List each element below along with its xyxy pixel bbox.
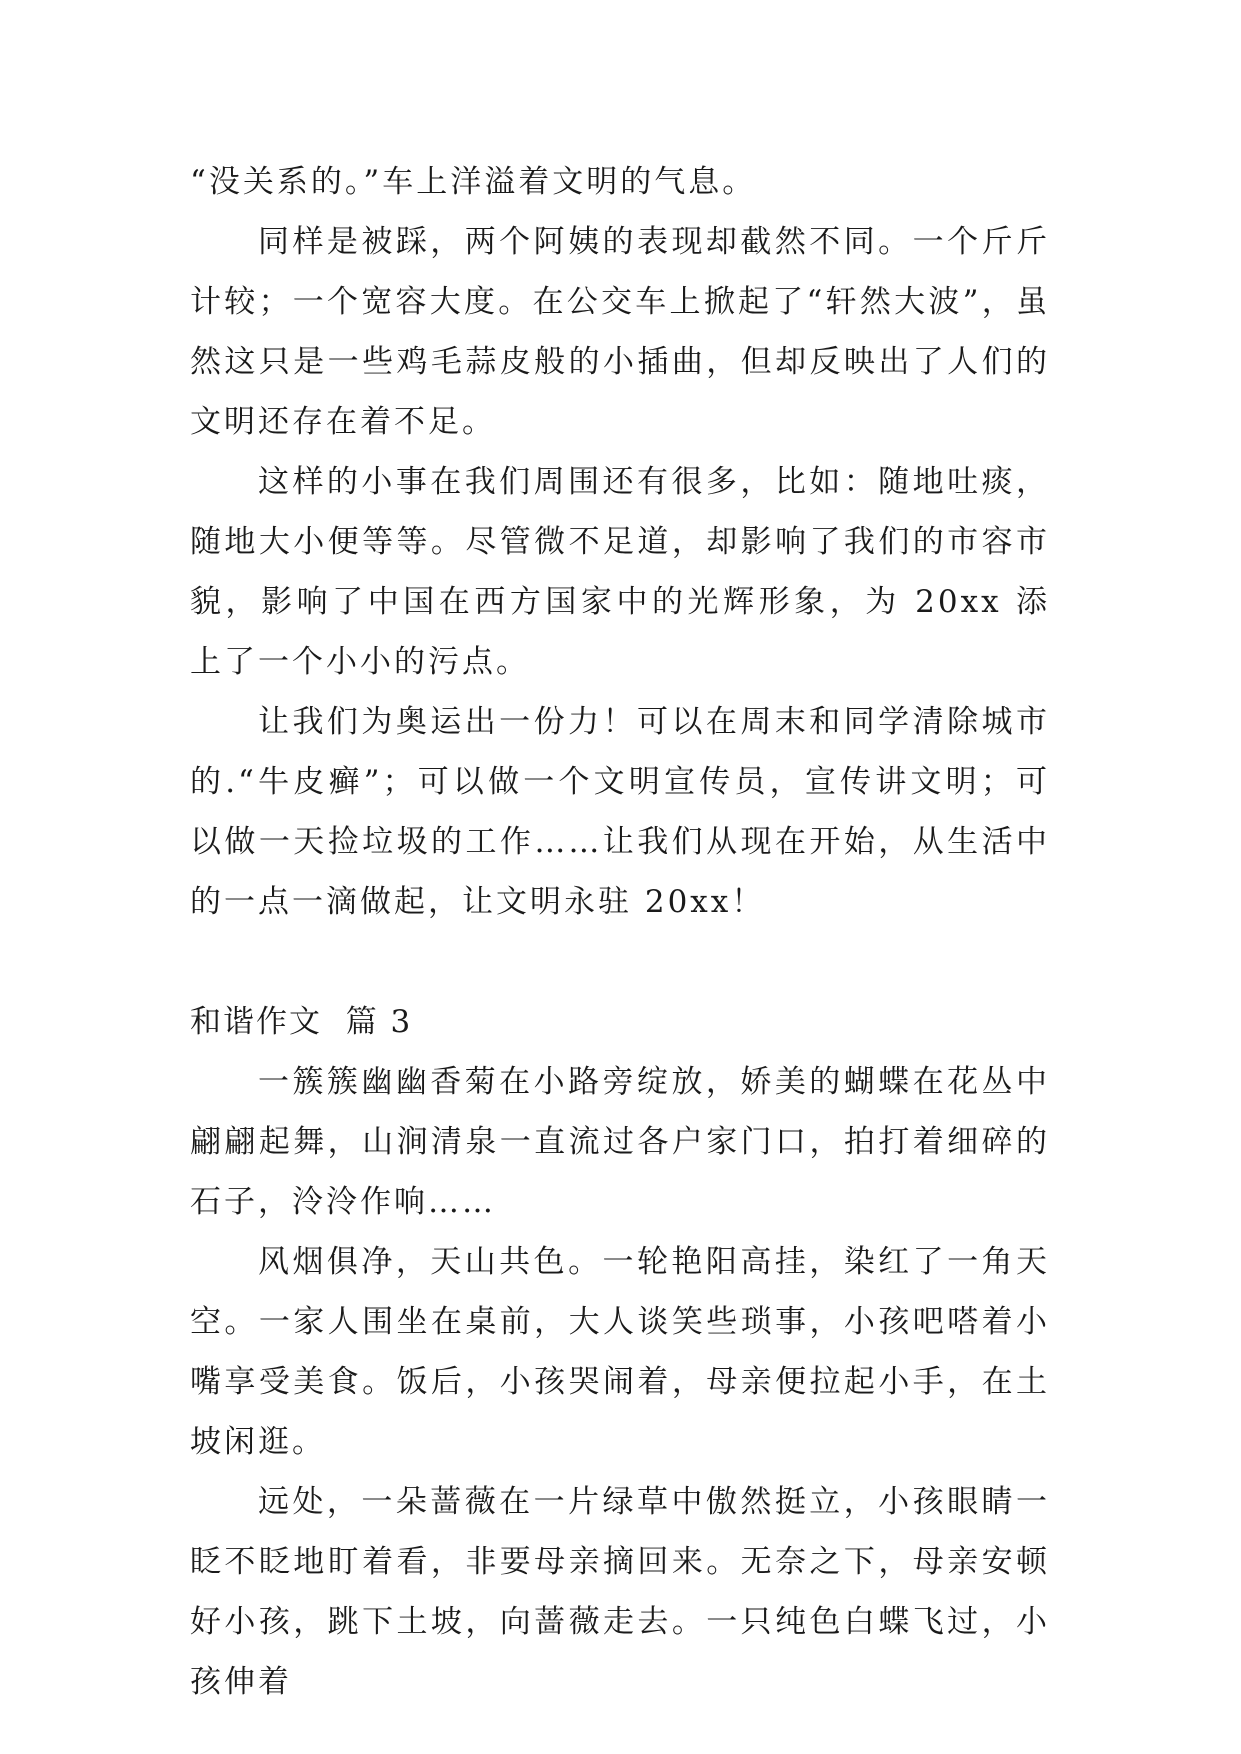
paragraph: 一簇簇幽幽香菊在小路旁绽放，娇美的蝴蝶在花丛中翩翩起舞，山涧清泉一直流过各户家门口，拍打着细碎的石子，泠泠作响…… xyxy=(190,1064,1050,1220)
paragraph: 远处，一朵蔷薇在一片绿草中傲然挺立，小孩眼睛一眨不眨地盯着看，非要母亲摘回来。无奈之下，母亲安顿好小孩，跳下土坡，向蔷薇走去。一只纯色白蝶飞过，小孩伸着 xyxy=(190,1484,1050,1700)
document-body xyxy=(190,152,1050,1712)
paragraph: 风烟俱净，天山共色。一轮艳阳高挂，染红了一角天空。一家人围坐在桌前，大人谈笑些琐事，小孩吧嗒着小嘴享受美食。饭后，小孩哭闹着，母亲便拉起小手，在土坡闲逛。 xyxy=(190,1244,1050,1460)
continuation-paragraph: “没关系的。”车上洋溢着文明的气息。 xyxy=(190,164,757,200)
paragraph: 让我们为奥运出一份力！可以在周末和同学清除城市的.“牛皮癣”；可以做一个文明宣传员，宣传讲文明；可以做一天捡垃圾的工作……让我们从现在开始，从生活中的一点一滴做起，让文明永驻 20xx！ xyxy=(190,704,1050,920)
paragraph: 同样是被踩，两个阿姨的表现却截然不同。一个斤斤计较；一个宽容大度。在公交车上掀起了“轩然大波”，虽然这只是一些鸡毛蒜皮般的小插曲，但却反映出了人们的文明还存在着不足。 xyxy=(190,224,1050,440)
paragraph: 这样的小事在我们周围还有很多，比如：随地吐痰，随地大小便等等。尽管微不足道，却影响了我们的市容市貌，影响了中国在西方国家中的光辉形象，为 20xx 添上了一个小小的污点。 xyxy=(190,464,1050,680)
section-title: 和谐作文 篇 3 xyxy=(190,1004,413,1040)
